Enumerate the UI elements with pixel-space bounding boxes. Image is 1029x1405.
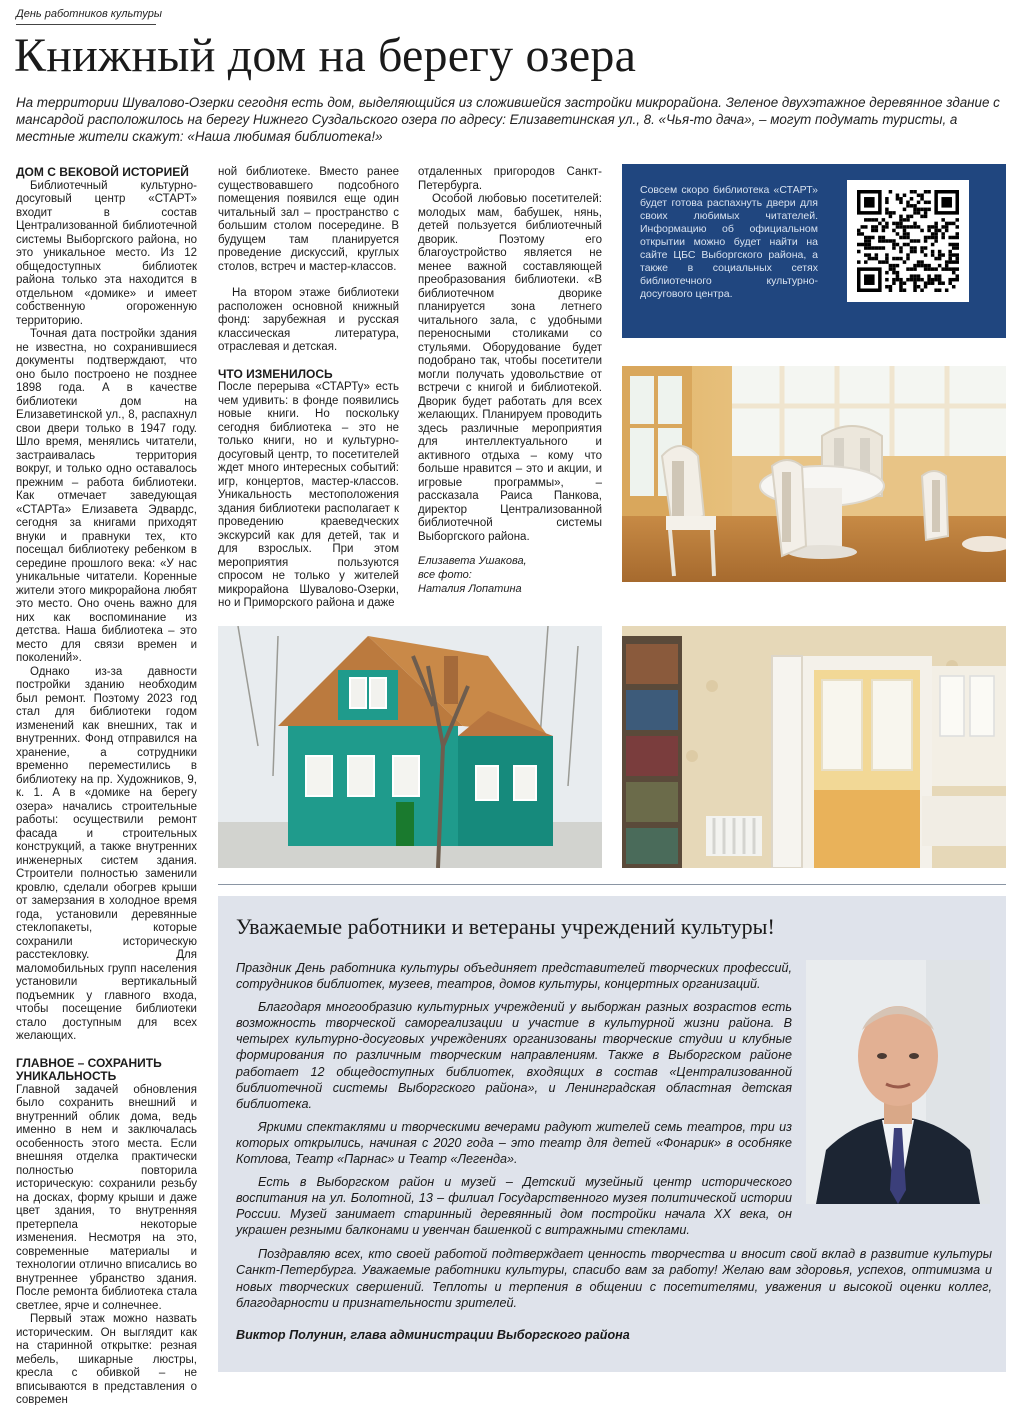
page-title: Книжный дом на берегу озера xyxy=(14,29,637,82)
article-column-2 xyxy=(218,166,399,611)
photo-note: все фото: xyxy=(418,569,472,581)
article-paragraph: отдаленных пригородов Санкт-Петербурга. xyxy=(418,166,602,192)
article-column-3 xyxy=(418,166,602,596)
article-paragraph: Однако из-за давности постройки зданию необходим был ремонт. Поэтому 2023 год стал для библиотеки годом изменений как внешних, так и внутренних. Фонд отправился на хранение, а сотрудники временно переместились в библиотеку на пр. Художников, 9, к. 1. А в «домике на берегу озера» начались строительные работы: осуществили ремонт фасада и строительных конструкций, а также внутренних инженерных систем здания. Строители полностью заменили кровлю, сделали обогрев крыши от замерзания в холодное время года, установили деревянные стеклопакеты, которые сохранили историческую расстекловку. Для маломобильных групп населения установили вертикальный подъемник у главного входа, чтобы посещение библиотеки стало доступным для всех желающих. xyxy=(16,665,197,1042)
rubric: День работников культуры xyxy=(16,8,162,20)
qr-code-graphic xyxy=(857,190,959,292)
article-paragraph: Первый этаж можно назвать историческим. Он выглядит как на старинной открытке: резная мебель, шикарные люстры, кресла с обивкой – не вписываются в представления о современ xyxy=(16,1313,197,1405)
article-column-1 xyxy=(16,166,197,1405)
article-paragraph: Библиотечный культурно-досуговый центр «СТАРТ» входит в состав Централизованной библиотечной системы Выборгского района, но это уникальное место. Из 12 общедоступных библиотек района только эта находится в отдельном «домике» и имеет собственную огороженную территорию. xyxy=(16,179,197,327)
greeting-paragraph: Яркими спектаклями и творческими вечерами радуют жителей семь театров, три из которых открылись, начиная с 2020 года – это театр для детей «Фонарик» в особняке Котлова, Театр «Парнас» и Театр «Легенда». xyxy=(236,1119,792,1167)
section-divider xyxy=(218,884,1006,885)
photo-reading-room xyxy=(622,366,1006,582)
greeting-paragraph: Благодаря многообразию культурных учреждений у выборжан разных возрастов есть возможность творческой самореализации и участие в культурной жизни района. В четырех культурно-досуговых учреждениях организованы творческие студии и клубные формирования по различным творческим направлениям. Также в Выборгском районе работает 12 общедоступных библиотек, входящих в состав «Централизованной библиотечной системы Выборгского района», и Ленинградская областная детская библиотека. xyxy=(236,999,792,1112)
article-paragraph: ной библиотеке. Вместо ранее существовавшего подсобного помещения появился еще один читальный зал – пространство с большим столом посередине. В будущем там планируется проведение дискуссий, круглых столов, встреч и мастер-классов. xyxy=(218,166,399,273)
article-paragraph: После перерыва «СТАРТу» есть чем удивить: в фонде появились новые книги. Но поскольку сегодня библиотека – это не только книги, но и культурно-досуговый центр, то посетителей ждет много интересных событий: игр, концертов, мастер-классов. Уникальность местоположения здания библиотеки располагает к проведению краеведческих экскурсий как для детей, так и для взрослых. При этом мероприятия пользуются спросом не только у жителей микрорайона Шувалово-Озерки, но и Приморского района и даже xyxy=(218,381,399,609)
greeting-congrats: Поздравляю всех, кто своей работой подтверждает ценность творчества и вносит свой вклад в развитие культуры Санкт-Петербурга. Уважаемые работники культуры, спасибо вам за работу! Желаю вам здоровья, успехов, оптимизма и новых творческих свершений. Теплоты и терпения в общении с посетителями, уважения и высокой оценки коллег, благодарности и признательности зрителей. xyxy=(236,1247,992,1310)
info-box-text: Совсем скоро библиотека «СТАРТ» будет готова распахнуть двери для своих любимых читателей. Информацию об официальном открытии можно будет найти на сайте ЦБС Выборгского района, а также в социальных сетях библиотечного культурно-досугового центра. xyxy=(640,184,818,300)
greeting-paragraph: Есть в Выборгском район и музей – Детский музейный центр исторического воспитания на ул. Болотной, 13 – филиал Государственного музея политической истории России. Музей занимает старинный деревянный дом постройки начала XX века, он украшен резными балконами и увенчан башенкой с витражными стеклами. xyxy=(236,1174,792,1238)
rubric-underline xyxy=(16,24,156,25)
greeting-title: Уважаемые работники и ветераны учреждений культуры! xyxy=(236,914,775,939)
photographer-name: Наталия Лопатина xyxy=(418,583,522,595)
article-paragraph: Главной задачей обновления было сохранить внешний и внутренний облик дома, ведь именно в нем и заключалась особенность этого места. Если внешняя отделка практически полностью повторила историческую: сохранили резьбу на досках, форму крыши и даже цвет здания, то внутренняя претерпела некоторые изменения. Несмотря на это, современные материалы и технологии отлично вписались во внутреннее убранство здания. После ремонта библиотека стала светлее, ярче и солнечнее. xyxy=(16,1083,197,1312)
author-name: Елизавета Ушакова, xyxy=(418,555,527,567)
section-heading-uniqueness: ГЛАВНОЕ – СОХРАНИТЬ УНИКАЛЬНОСТЬ xyxy=(16,1055,162,1083)
greeting-signature: Виктор Полунин, глава администрации Выборгского района xyxy=(236,1328,630,1342)
lead-paragraph: На территории Шувалово-Озерки сегодня есть дом, выделяющийся из сложившейся застройки микрорайона. Зеленое двухэтажное деревянное здание с мансардой расположилось на берегу Нижнего Суздальского озера по адресу: Елизаветинская ул., 8. «Чья-то дача», – могут подумать туристы, а местные жители скажут: «Наша любимая библиотека!» xyxy=(16,95,1000,144)
qr-code-icon[interactable] xyxy=(847,180,969,302)
greeting-box xyxy=(218,896,1006,1372)
section-heading-history: ДОМ С ВЕКОВОЙ ИСТОРИЕЙ xyxy=(16,165,189,179)
photo-library-building xyxy=(218,626,602,868)
byline xyxy=(418,554,602,596)
article-paragraph: На втором этаже библиотеки расположен основной книжный фонд: зарубежная и русская классическая литература, отраслевая и детская. xyxy=(218,287,399,353)
info-box xyxy=(622,164,1006,338)
section-heading-changes: ЧТО ИЗМЕНИЛОСЬ xyxy=(218,366,333,381)
portrait-photo xyxy=(806,960,990,1204)
greeting-paragraph: Праздник День работника культуры объединяет представителей творческих профессий, сотрудников библиотек, музеев, театров, домов культуры, концертных организаций. xyxy=(236,961,792,992)
greeting-body xyxy=(236,960,792,1239)
photo-bookshelf-room xyxy=(622,626,1006,868)
article-paragraph: Особой любовью посетителей: молодых мам, бабушек, нянь, детей пользуется библиотечный дворик. Поэтому его благоустройство является не менее важной составляющей преобразования библиотеки. «В библиотечном дворике планируется зона летнего читального зала, с удобными переносными столиками со стульями. Оборудование будет подобрано так, чтобы посетители могли получать удовольствие от встречи с книгой и библиотекой. Дворик будет работать для всех желающих. Планируем проводить здесь различные мероприятия для интеллектуального и активного отдыха – кому что больше нравится – это и акции, и игровые программы», – рассказала Раиса Панкова, директор Централизованной библиотечной системы Выборгского района. xyxy=(418,193,602,543)
article-paragraph: Точная дата постройки здания не известна, но сохранившиеся документы подтверждают, что оно было построено не позднее 1898 года. А в качестве библиотеки дом на Елизаветинской ул., 8, распахнул свои двери только в 1947 году. Шло время, менялись читатели, застраивалась территория вокруг, и только одно оставалось прежним – работа библиотеки. Как отмечает заведующая «СТАРТа» Елизавета Эдвардс, сегодня за книгами приходят внуки и правнуки тех, кто посещал библиотеку ребенком в середине прошлого века: «У нас уникальные читатели. Коренные жители этого микрорайона любят это место. Оно очень важно для них как воспоминание из детства. Наша библиотека – это место для связи времен и поколений». xyxy=(16,328,197,664)
